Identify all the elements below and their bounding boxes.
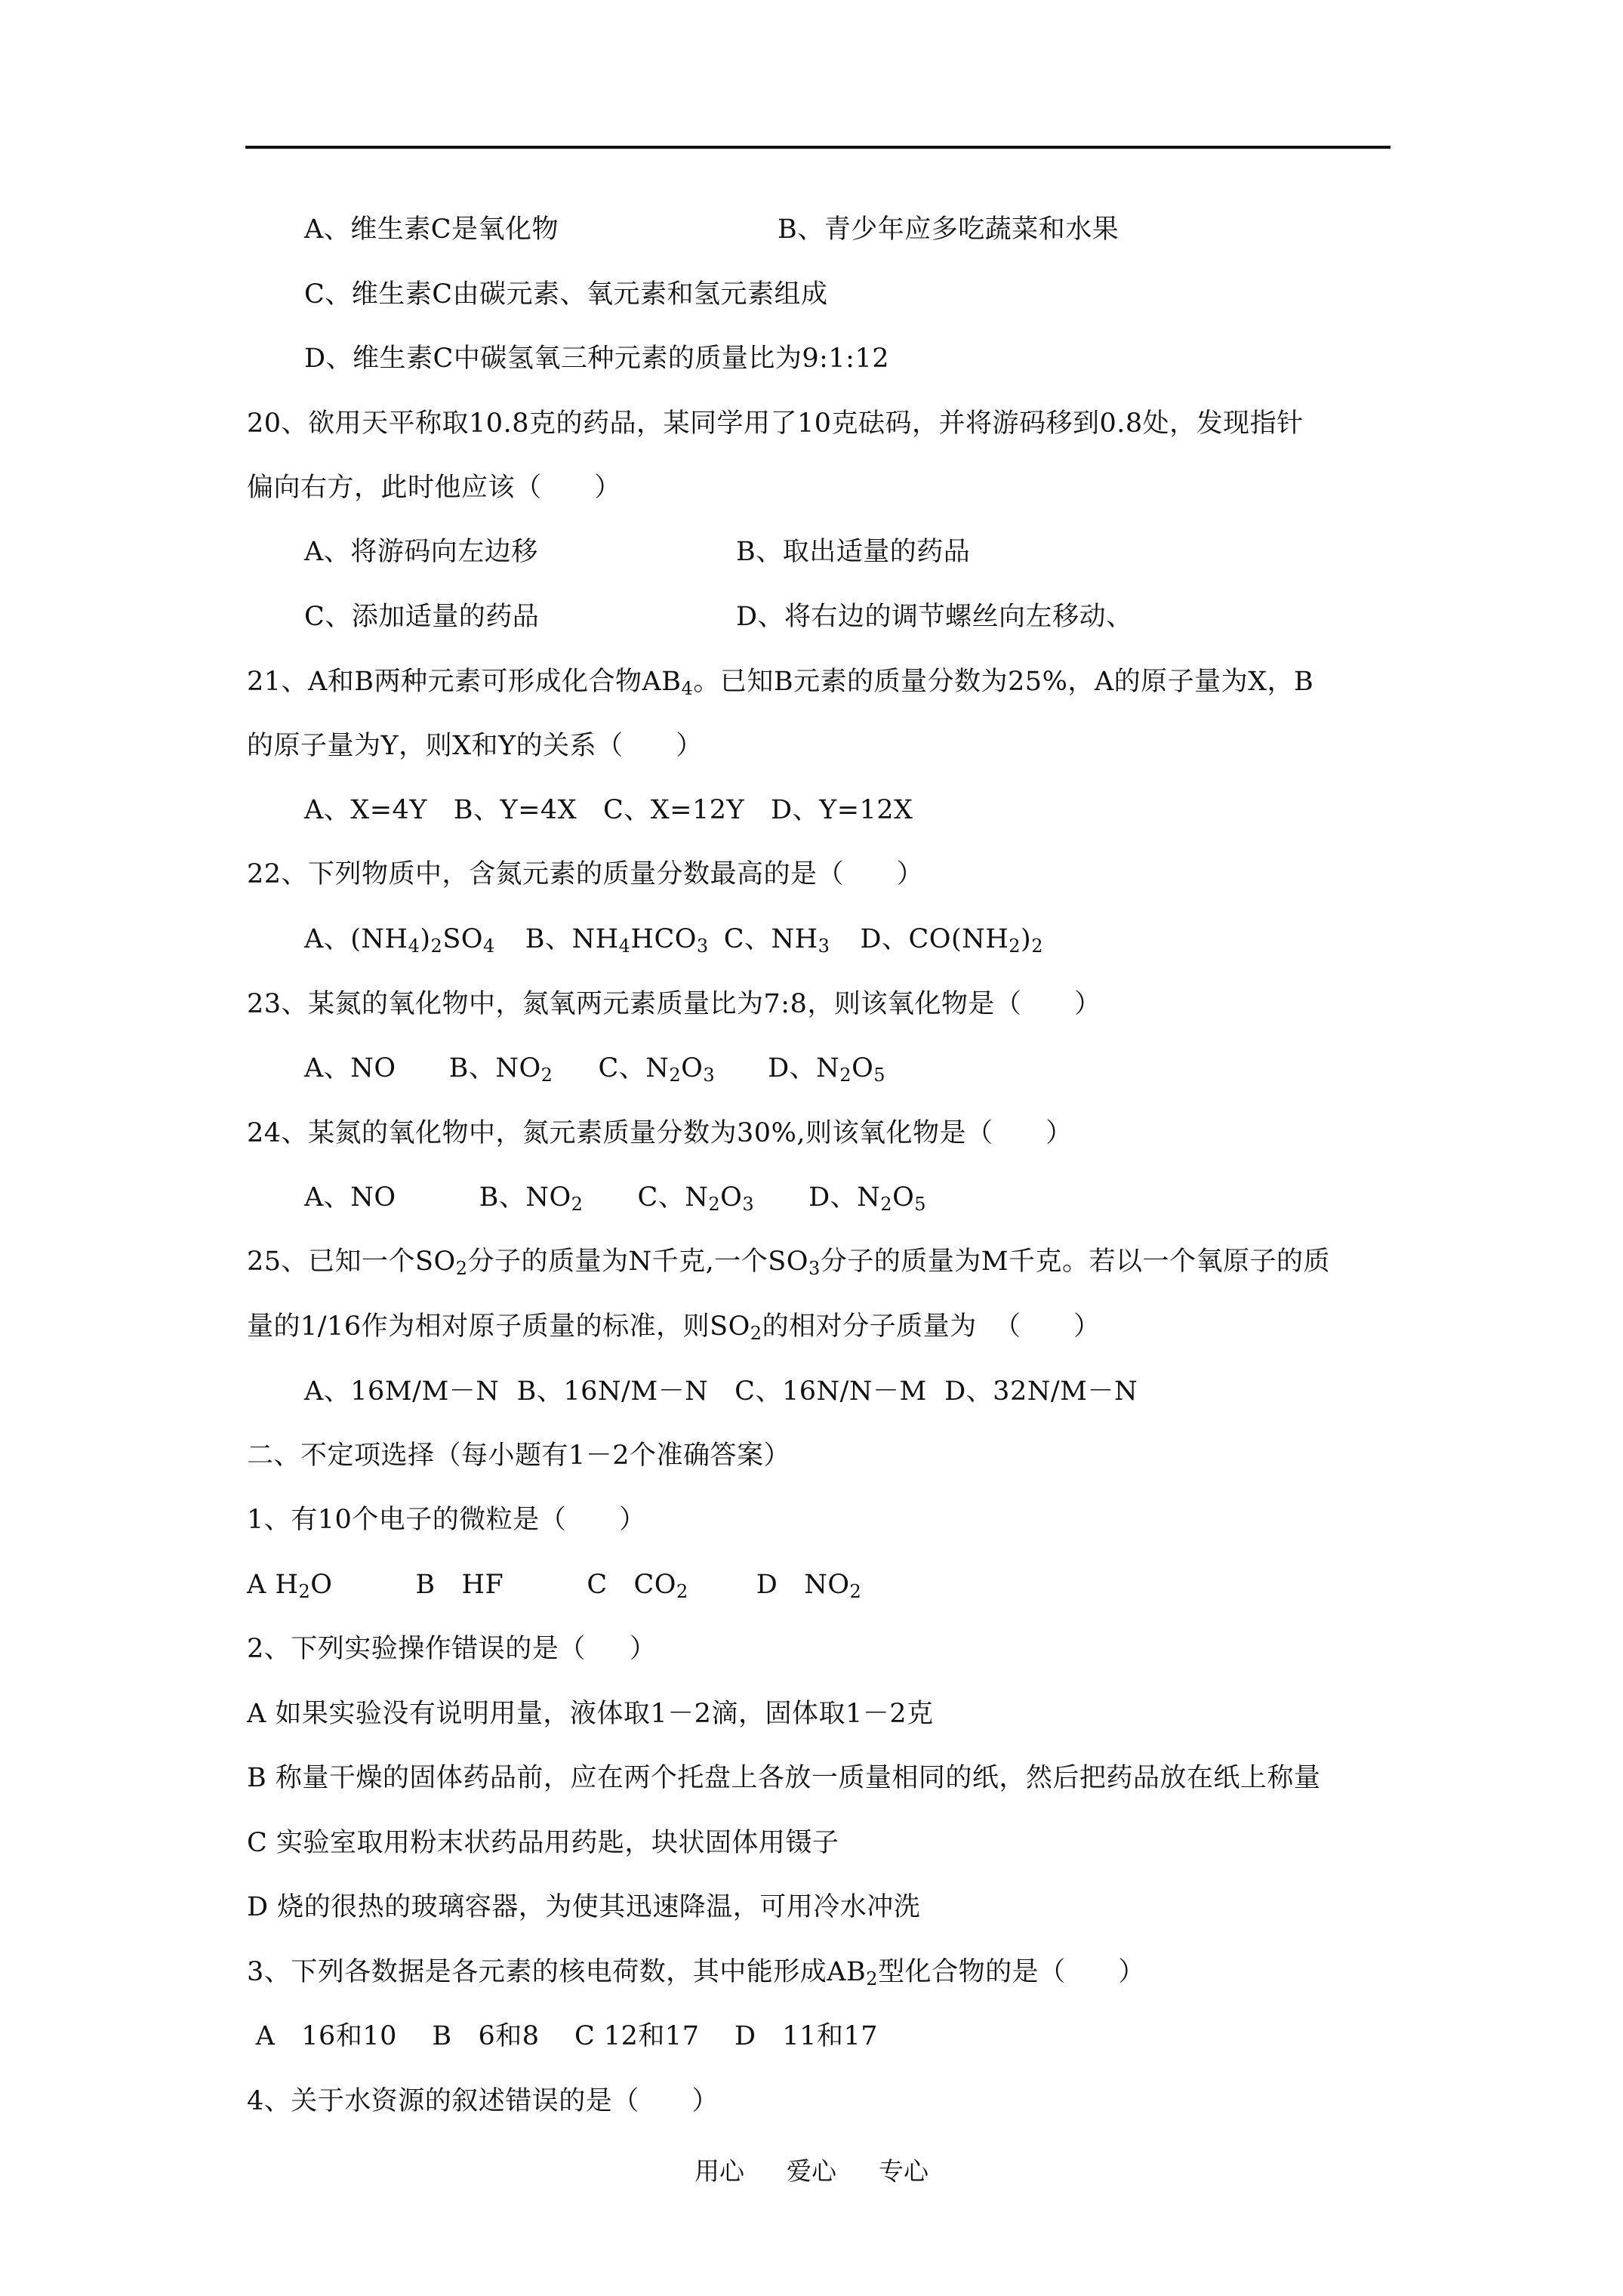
q24-stem: 24、某氮的氧化物中，氮元素质量分数为30%,则该氧化物是（ ）	[247, 1118, 1073, 1148]
footer-word-1: 用心	[694, 2156, 744, 2186]
q21-stem-line-1: 21、A和B两种元素可形成化合物$AB_4$。已知B元素的质量分数为25%，A的原子量为X，B	[247, 667, 1314, 699]
page-footer	[0, 2152, 1623, 2187]
q22-options: A、$(NH_4)_2SO_4$ B、$NH_4HCO_3$ C、$NH_3$ D、$CO(NH_2)_2$	[304, 924, 1043, 957]
q19-option-b: B、青少年应多吃蔬菜和水果	[778, 214, 1119, 245]
m2-option-d: D 烧的很热的玻璃容器，为使其迅速降温，可用冷水冲洗	[247, 1892, 921, 1922]
q20-option-d: D、将右边的调节螺丝向左移动、	[736, 602, 1133, 632]
q20-option-b: B、取出适量的药品	[736, 537, 971, 567]
header-rule	[245, 146, 1390, 149]
footer-word-3: 专心	[879, 2156, 929, 2186]
q23-options: A、NO B、$NO_2$ C、$N_2O_3$ D、$N_2O_5$	[304, 1053, 886, 1086]
q19-option-d: D、维生素C中碳氢氧三种元素的质量比为9:1:12	[304, 344, 889, 374]
m2-option-b: B 称量干燥的固体药品前，应在两个托盘上各放一质量相同的纸，然后把药品放在纸上称量	[247, 1763, 1321, 1793]
m3-stem: 3、下列各数据是各元素的核电荷数，其中能形成$AB_2$型化合物的是（ ）	[247, 1957, 1145, 1989]
q22-stem: 22、下列物质中，含氮元素的质量分数最高的是（ ）	[247, 859, 924, 889]
footer-word-2: 爱心	[787, 2156, 836, 2186]
m2-option-c: C 实验室取用粉末状药品用药匙，块状固体用镊子	[247, 1828, 839, 1858]
q24-options: A、NO B、$NO_2$ C、$N_2O_3$ D、$N_2O_5$	[304, 1182, 927, 1215]
q19-option-a: A、维生素C是氧化物	[304, 214, 559, 245]
q21-options: A、X=4Y B、Y=4X C、X=12Y D、Y=12X	[304, 795, 913, 825]
q25-stem-line-1: 25、已知一个$SO_2$分子的质量为N千克,一个$SO_3$分子的质量为M千克。若以一个氧原子的质	[247, 1247, 1331, 1279]
q25-stem-line-2: 量的1/16作为相对原子质量的标准，则$SO_2$的相对分子质量为 （ ）	[247, 1311, 1101, 1344]
m3-options: A 16和10 B 6和8 C 12和17 D 11和17	[247, 2021, 878, 2051]
q19-option-c: C、维生素C由碳元素、氧元素和氢元素组成	[304, 279, 828, 310]
q20-option-a: A、将游码向左边移	[304, 537, 538, 567]
q23-stem: 23、某氮的氧化物中，氮氧两元素质量比为7:8，则该氧化物是（ ）	[247, 989, 1101, 1019]
q21-stem-line-2: 的原子量为Y，则X和Y的关系（ ）	[247, 731, 703, 761]
m4-stem: 4、关于水资源的叙述错误的是（ ）	[247, 2086, 719, 2116]
m2-stem: 2、下列实验操作错误的是（ ）	[247, 1634, 657, 1664]
q25-options: A、16M/M－N B、16N/M－N C、16N/N－M D、32N/M－N	[304, 1376, 1138, 1407]
m1-options: A $H_2O$ B HF C $CO_2$ D $NO_2$	[247, 1570, 862, 1602]
q20-stem-line-2: 偏向右方，此时他应该（ ）	[247, 473, 621, 503]
section-2-heading: 二、不定项选择（每小题有1－2个准确答案）	[247, 1441, 791, 1471]
m2-option-a: A 如果实验没有说明用量，液体取1－2滴，固体取1－2克	[247, 1699, 934, 1729]
q20-option-c: C、添加适量的药品	[304, 602, 540, 632]
m1-stem: 1、有10个电子的微粒是（ ）	[247, 1505, 646, 1535]
q20-stem-line-1: 20、欲用天平称取10.8克的药品，某同学用了10克砝码，并将游码移到0.8处，发现指针	[247, 408, 1304, 439]
